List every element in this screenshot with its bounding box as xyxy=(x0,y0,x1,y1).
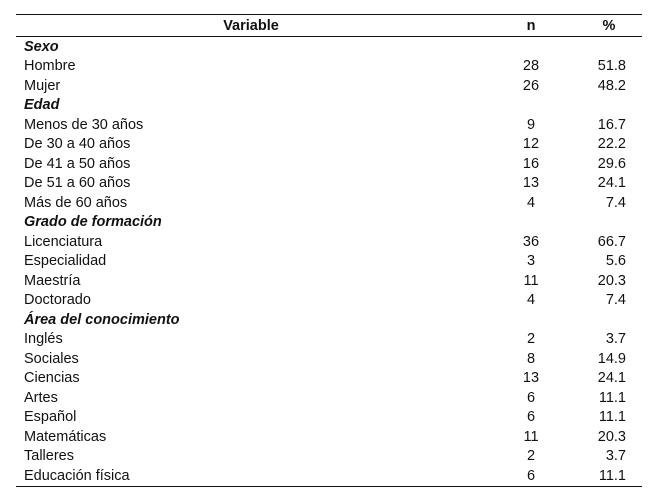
row-label: Talleres xyxy=(24,448,74,465)
row-label: Maestría xyxy=(24,272,81,289)
row-label: Español xyxy=(24,409,77,426)
row-percent-value: 51.8 xyxy=(597,58,626,75)
section-header-row xyxy=(16,310,642,330)
row-label: Matemáticas xyxy=(24,428,107,445)
row-percent-value: 3.7 xyxy=(605,331,626,348)
row-n-value: 3 xyxy=(526,253,536,270)
header-variable: Variable xyxy=(16,15,486,37)
table-row xyxy=(16,252,642,272)
row-label: Inglés xyxy=(24,331,63,348)
section-percent-empty xyxy=(576,96,642,116)
header-n: n xyxy=(486,15,576,37)
row-label: Menos de 30 años xyxy=(24,116,144,133)
table-row xyxy=(16,174,642,194)
row-n-value: 8 xyxy=(526,350,536,367)
row-label: Mujer xyxy=(24,77,61,94)
section-percent-empty xyxy=(576,213,642,233)
section-label: Sexo xyxy=(24,38,59,55)
table-body xyxy=(16,37,642,487)
row-n-value: 11 xyxy=(523,272,539,289)
row-n-value: 2 xyxy=(526,448,536,465)
row-percent-value: 22.2 xyxy=(597,136,626,153)
table-row xyxy=(16,154,642,174)
row-n-value: 11 xyxy=(523,428,539,445)
row-percent-value: 20.3 xyxy=(597,428,626,445)
row-percent-value: 5.6 xyxy=(605,253,626,270)
row-n-value: 6 xyxy=(486,466,576,486)
row-n-value: 6 xyxy=(526,409,536,426)
table-row xyxy=(16,57,642,77)
table-row xyxy=(16,271,642,291)
row-label: Ciencias xyxy=(24,370,80,387)
section-header-row xyxy=(16,37,642,57)
section-n-empty xyxy=(486,37,576,57)
row-n-value: 6 xyxy=(526,389,536,406)
header-row xyxy=(16,15,642,37)
row-label: Hombre xyxy=(24,58,76,75)
table-row xyxy=(16,349,642,369)
section-label: Grado de formación xyxy=(24,214,162,231)
row-label: Licenciatura xyxy=(24,233,103,250)
table-row xyxy=(16,76,642,96)
table-row xyxy=(16,135,642,155)
table-row xyxy=(16,369,642,389)
data-table-container xyxy=(16,14,642,487)
row-percent-value: 11.1 xyxy=(576,466,642,486)
row-label: Más de 60 años xyxy=(24,194,128,211)
row-percent-value: 3.7 xyxy=(605,448,626,465)
table-row xyxy=(16,408,642,428)
row-label: De 51 a 60 años xyxy=(24,175,131,192)
row-n-value: 13 xyxy=(522,370,540,387)
section-percent-empty xyxy=(576,37,642,57)
row-label: De 30 a 40 años xyxy=(24,136,131,153)
row-n-value: 12 xyxy=(522,136,540,153)
row-percent-value: 11.1 xyxy=(598,389,626,406)
row-n-value: 26 xyxy=(522,77,540,94)
table-row xyxy=(16,193,642,213)
row-label: Artes xyxy=(24,389,58,406)
row-percent-value: 20.3 xyxy=(597,272,626,289)
section-n-empty xyxy=(486,213,576,233)
section-header-row xyxy=(16,213,642,233)
row-label: Educación física xyxy=(16,466,486,486)
row-n-value: 28 xyxy=(522,58,540,75)
table-row xyxy=(16,447,642,467)
section-n-empty xyxy=(486,96,576,116)
row-n-value: 2 xyxy=(526,331,536,348)
header-percent: % xyxy=(576,15,642,37)
table-row xyxy=(16,291,642,311)
table-header xyxy=(16,15,642,37)
table-row xyxy=(16,232,642,252)
section-label: Edad xyxy=(24,97,60,114)
row-percent-value: 14.9 xyxy=(597,350,626,367)
demographics-table xyxy=(16,14,642,487)
row-percent-value: 16.7 xyxy=(597,116,626,133)
row-percent-value: 48.2 xyxy=(597,77,626,94)
table-row xyxy=(16,466,642,486)
row-percent-value: 7.4 xyxy=(605,292,626,309)
row-percent-value: 7.4 xyxy=(605,194,626,211)
row-n-value: 16 xyxy=(522,155,540,172)
row-percent-value: 24.1 xyxy=(597,370,626,387)
table-row xyxy=(16,427,642,447)
table-row xyxy=(16,330,642,350)
row-label: Sociales xyxy=(24,350,79,367)
row-percent-value: 66.7 xyxy=(597,233,626,250)
table-row xyxy=(16,115,642,135)
row-percent-value: 29.6 xyxy=(597,155,626,172)
section-header-row xyxy=(16,96,642,116)
row-percent-value: 11.1 xyxy=(598,409,626,426)
row-label: De 41 a 50 años xyxy=(24,155,131,172)
row-n-value: 36 xyxy=(522,233,540,250)
row-percent-value: 24.1 xyxy=(597,175,626,192)
row-n-value: 9 xyxy=(526,116,536,133)
row-label: Doctorado xyxy=(24,292,91,309)
section-percent-empty xyxy=(576,310,642,330)
table-row xyxy=(16,388,642,408)
row-n-value: 13 xyxy=(522,175,540,192)
row-n-value: 4 xyxy=(526,292,536,309)
section-n-empty xyxy=(486,310,576,330)
section-label: Área del conocimiento xyxy=(24,311,180,328)
row-n-value: 4 xyxy=(526,194,536,211)
row-label: Especialidad xyxy=(24,253,107,270)
